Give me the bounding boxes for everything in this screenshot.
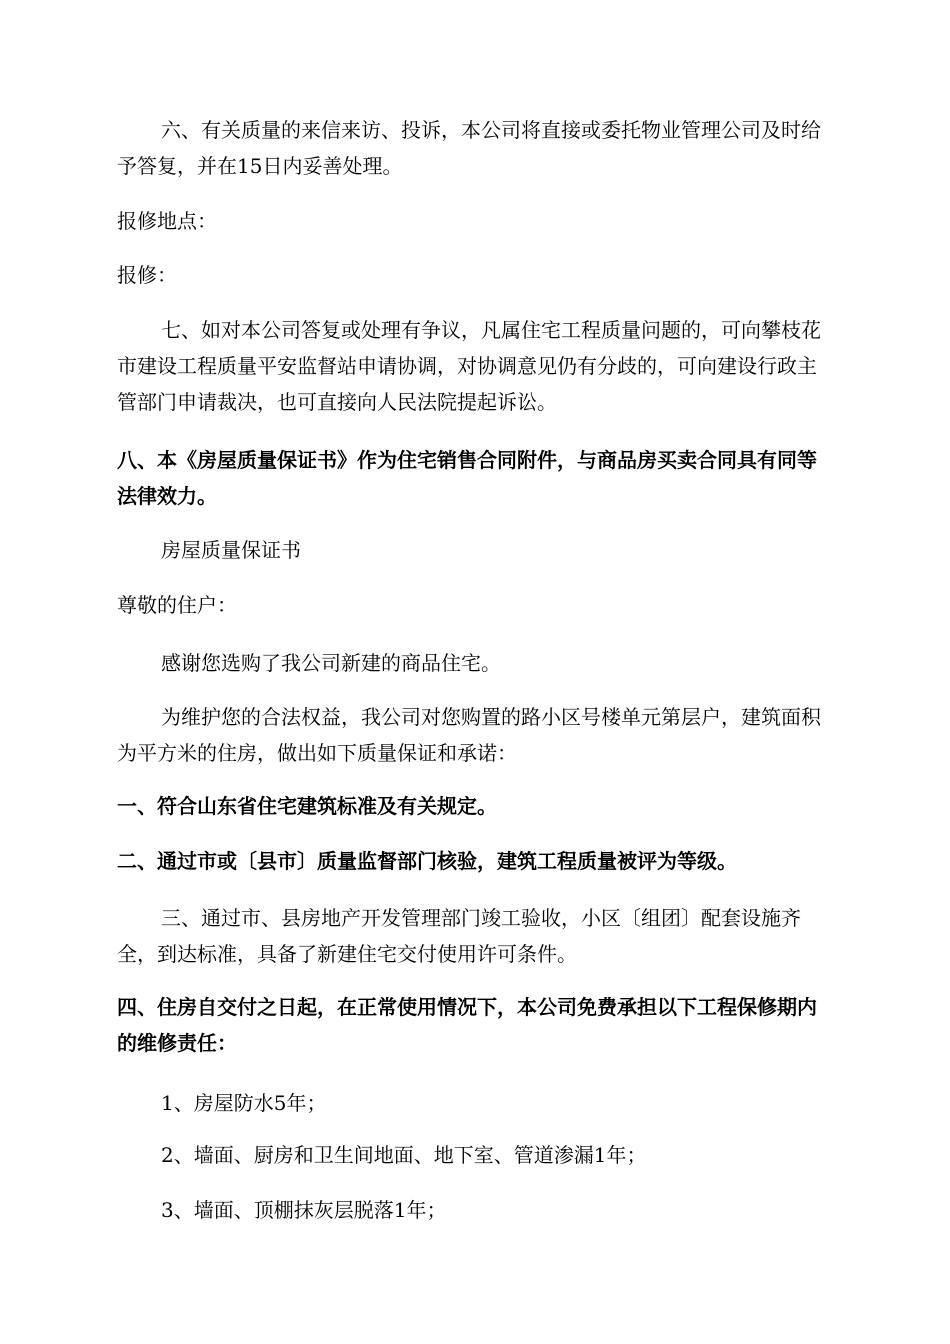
clause-1: 一、符合山东省住宅建筑标准及有关规定。 xyxy=(117,794,497,818)
warranty-item-2: 2、墙面、厨房和卫生间地面、地下室、管道渗漏1年； xyxy=(161,1143,647,1167)
clause-4: 四、住房自交付之日起，在正常使用情况下，本公司免费承担以下工程保修期内的维修责任： xyxy=(117,995,817,1055)
thanks-paragraph: 感谢您选购了我公司新建的商品住宅。 xyxy=(161,651,501,675)
repair-label: 报修： xyxy=(117,263,177,287)
paragraph-item-6-complaints: 六、有关质量的来信来访、投诉，本公司将直接或委托物业管理公司及时给予答复，并在15日内妥善处理。 xyxy=(117,118,821,178)
document-title: 房屋质量保证书 xyxy=(161,538,301,562)
repair-location-label: 报修地点： xyxy=(117,209,217,233)
commitment-intro-paragraph: 为维护您的合法权益，我公司对您购置的路小区号楼单元第层户，建筑面积为平方米的住房，做出如下质量保证和承诺： xyxy=(117,705,821,765)
paragraph-item-7-disputes: 七、如对本公司答复或处理有争议，凡属住宅工程质量问题的，可向攀枝花市建设工程质量平安监督站申请协调，对协调意见仍有分歧的，可向建设行政主管部门申请裁决，也可直接向人民法院提起诉讼。 xyxy=(117,318,821,414)
clause-3: 三、通过市、县房地产开发管理部门竣工验收，小区〔组团〕配套设施齐全，到达标准，具备了新建住宅交付使用许可条件。 xyxy=(117,906,801,966)
warranty-item-3: 3、墙面、顶棚抹灰层脱落1年； xyxy=(161,1198,447,1222)
paragraph-item-8-legal-effect: 八、本《房屋质量保证书》作为住宅销售合同附件，与商品房买卖合同具有同等法律效力。 xyxy=(117,448,817,508)
warranty-item-1: 1、房屋防水5年； xyxy=(161,1091,327,1115)
salutation: 尊敬的住户： xyxy=(117,593,237,617)
clause-2: 二、通过市或〔县市〕质量监督部门核验，建筑工程质量被评为等级。 xyxy=(117,849,737,873)
